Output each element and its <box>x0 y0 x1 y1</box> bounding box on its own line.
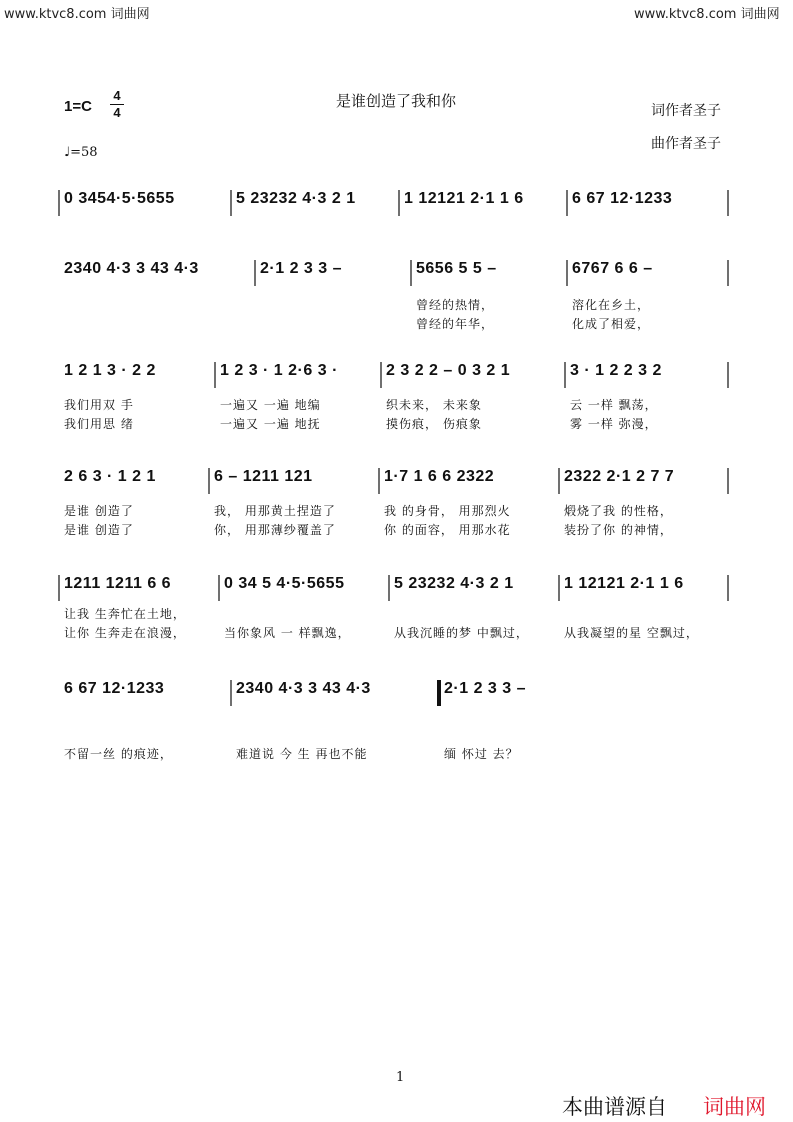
time-signature <box>110 89 124 120</box>
lyric-2: 从我凝望的星 空飘过， <box>564 626 699 640</box>
lyric-1: 让我 生奔忙在土地， <box>64 607 186 621</box>
footer-source-label: 本曲谱源自 <box>562 1095 667 1119</box>
lyric-2: 不留一丝 的痕迹， <box>64 747 173 761</box>
measure: 0 34 5 4·5·5655 <box>224 575 345 592</box>
footer-brand-logo: 词曲网 <box>703 1095 766 1119</box>
lyric-2: 一遍又 一遍 地抚 <box>220 417 321 431</box>
measure: 1 2 3 · 1 2·6 3 · <box>220 362 338 379</box>
lyric-1: 煅烧了我 的性格， <box>564 504 673 518</box>
measure: 1211 1211 6 6 <box>64 575 172 592</box>
staff-line <box>58 575 730 640</box>
lyric-2: 曾经的年华， <box>416 317 495 331</box>
lyric-2: 难道说 今 生 再也不能 <box>236 747 368 761</box>
measure: 5 23232 4·3 2 1 <box>236 190 356 207</box>
time-signature-bottom: 4 <box>113 105 121 120</box>
staff-line <box>58 468 730 537</box>
lyric-2: 当你象风 一 样飘逸， <box>224 626 351 640</box>
key-signature: 1=C <box>64 98 92 115</box>
lyric-1: 曾经的热情， <box>416 298 495 312</box>
lyric-2: 你 的面容， 用那水花 <box>384 523 511 537</box>
lyric-1: 我， 用那黄土捏造了 <box>214 504 336 518</box>
staff-line <box>58 680 730 761</box>
lyricist-credit: 词作者圣子 <box>651 103 721 119</box>
lyric-1: 溶化在乡土， <box>572 298 651 312</box>
lyric-2: 你， 用那薄纱覆盖了 <box>214 523 336 537</box>
measure: 3 · 1 2 2 3 2 <box>570 362 662 379</box>
song-title: 是谁创造了我和你 <box>336 92 457 110</box>
measure: 2340 4·3 3 43 4·3 <box>64 260 199 277</box>
measure: 6 67 12·1233 <box>572 190 673 207</box>
measure: 1 12121 2·1 1 6 <box>564 575 684 592</box>
lyric-2: 装扮了你 的神情， <box>564 523 673 537</box>
measure: 6767 6 6 – <box>572 260 653 277</box>
lyric-2: 化成了相爱， <box>572 317 651 331</box>
watermark-right: www.ktvc8.com 词曲网 <box>634 7 780 22</box>
measure: 2·1 2 3 3 – <box>444 680 526 697</box>
measure: 1 2 1 3 · 2 2 <box>64 362 156 379</box>
lyric-1: 我们用双 手 <box>64 398 134 412</box>
measure: 2322 2·1 2 7 7 <box>564 468 675 485</box>
measure: 5656 5 5 – <box>416 260 497 277</box>
quarter-note-icon: ♩ <box>64 145 71 160</box>
lyric-2: 让你 生奔走在浪漫， <box>64 626 186 640</box>
lyric-1: 是谁 创造了 <box>64 504 134 518</box>
measure: 1·7 1 6 6 2322 <box>384 468 495 485</box>
lyric-1: 一遍又 一遍 地编 <box>220 398 321 412</box>
lyric-2: 从我沉睡的梦 中飘过， <box>394 626 529 640</box>
measure: 2340 4·3 3 43 4·3 <box>236 680 371 697</box>
lyric-1: 织未来， 未来象 <box>386 398 482 412</box>
measure: 6 67 12·1233 <box>64 680 165 697</box>
lyric-2: 雾 一样 弥漫， <box>570 417 658 431</box>
measure: 5 23232 4·3 2 1 <box>394 575 514 592</box>
staff-line <box>58 362 730 431</box>
measure: 1 12121 2·1 1 6 <box>404 190 524 207</box>
lyric-2: 是谁 创造了 <box>64 523 134 537</box>
tempo-value: =58 <box>70 145 98 160</box>
composer-credit: 曲作者圣子 <box>651 136 721 152</box>
time-signature-top: 4 <box>113 88 121 103</box>
watermark-left: www.ktvc8.com 词曲网 <box>4 7 150 22</box>
tempo-marking <box>64 145 98 160</box>
staff-line <box>58 190 730 218</box>
measure: 2 3 2 2 – 0 3 2 1 <box>386 362 511 379</box>
lyric-2: 摸伤痕， 伤痕象 <box>386 417 482 431</box>
lyric-2: 缅 怀过 去？ <box>444 747 519 761</box>
measure: 2·1 2 3 3 – <box>260 260 342 277</box>
page-number: 1 <box>396 1070 405 1085</box>
measure: 6 – 1211 121 <box>214 468 313 485</box>
lyric-2: 我们用思 绪 <box>64 417 134 431</box>
staff-line <box>58 260 730 331</box>
measure: 2 6 3 · 1 2 1 <box>64 468 156 485</box>
measure: 0 3454·5·5655 <box>64 190 175 207</box>
lyric-1: 云 一样 飘荡， <box>570 398 658 412</box>
lyric-1: 我 的身骨， 用那烈火 <box>384 504 511 518</box>
